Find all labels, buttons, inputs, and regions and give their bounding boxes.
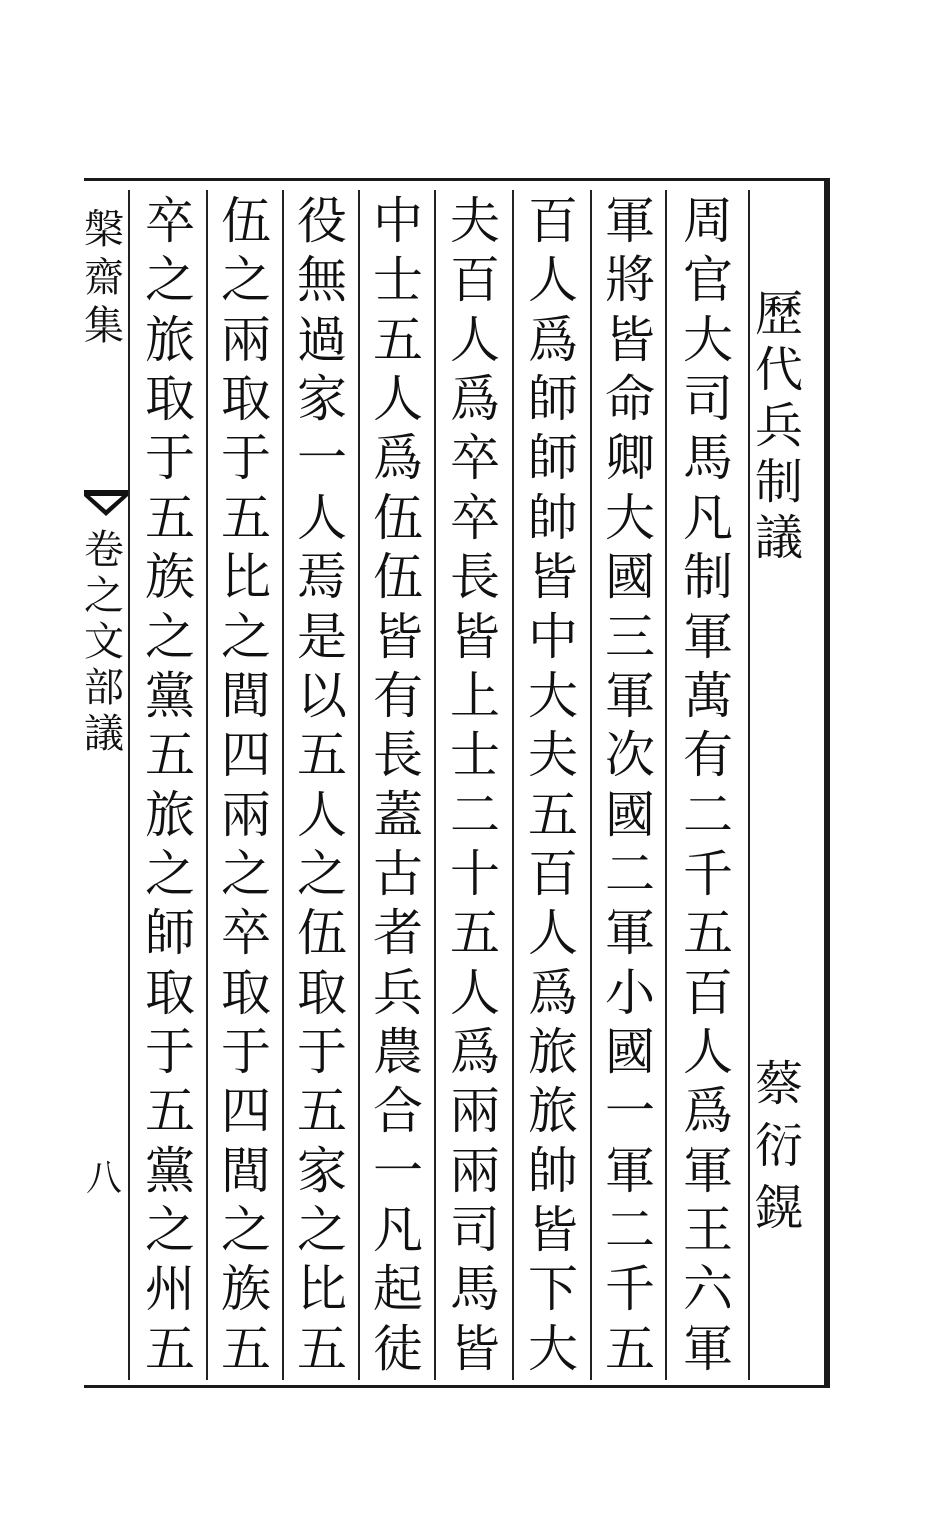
- character: 有: [683, 726, 733, 785]
- character: 取: [145, 370, 195, 429]
- character: 五: [297, 1319, 347, 1378]
- character: 之: [221, 251, 271, 310]
- character: 于: [145, 429, 195, 488]
- character: 上: [450, 666, 500, 725]
- character: 五: [605, 1319, 655, 1378]
- character: 伍: [373, 548, 423, 607]
- character: 族: [145, 548, 195, 607]
- character: 千: [605, 1260, 655, 1319]
- character: 之: [145, 251, 195, 310]
- character: 古: [373, 844, 423, 903]
- character: 取: [221, 370, 271, 429]
- character: 馬: [683, 429, 733, 488]
- character: 皆: [605, 310, 655, 369]
- character: 爲: [683, 1082, 733, 1141]
- character: 二: [450, 785, 500, 844]
- character: 司: [683, 370, 733, 429]
- character: 百: [683, 963, 733, 1022]
- column-rule: [282, 190, 284, 1380]
- character: 卒: [450, 488, 500, 547]
- character: 爲: [450, 370, 500, 429]
- column-rule: [590, 190, 592, 1380]
- column-rule: [665, 190, 667, 1380]
- character: 二: [605, 844, 655, 903]
- character: 于: [297, 1023, 347, 1082]
- character: 比: [297, 1260, 347, 1319]
- character: 焉: [297, 548, 347, 607]
- character: 軍: [683, 607, 733, 666]
- character: 之: [221, 607, 271, 666]
- character: 二: [683, 785, 733, 844]
- character: 兩: [221, 785, 271, 844]
- margin-book-title: [84, 207, 124, 349]
- character: 徒: [373, 1319, 423, 1378]
- character: 五: [528, 785, 578, 844]
- character: 起: [373, 1260, 423, 1319]
- character: 旅: [528, 1023, 578, 1082]
- character: 中: [528, 607, 578, 666]
- column-rule: [512, 190, 514, 1380]
- character: 萬: [683, 666, 733, 725]
- character: 蔡: [755, 1056, 804, 1112]
- character: 帥: [528, 1141, 578, 1200]
- character: 凡: [373, 1201, 423, 1260]
- character: 卒: [450, 429, 500, 488]
- character: 人: [373, 370, 423, 429]
- character: 五: [450, 904, 500, 963]
- character: 于: [221, 1023, 271, 1082]
- character: 族: [221, 1260, 271, 1319]
- character: 人: [528, 251, 578, 310]
- character: 十: [450, 844, 500, 903]
- column-rule: [748, 190, 750, 1380]
- character: 軍: [605, 904, 655, 963]
- character: 旅: [145, 310, 195, 369]
- character: 爲: [528, 310, 578, 369]
- character: 命: [605, 370, 655, 429]
- character: 取: [145, 963, 195, 1022]
- character: 五: [221, 1319, 271, 1378]
- character: 五: [145, 488, 195, 547]
- margin-volume-label: [84, 527, 124, 619]
- character: 制: [755, 454, 804, 510]
- character: 一: [605, 1082, 655, 1141]
- character: 中: [373, 192, 423, 250]
- character: 黨: [145, 1141, 195, 1200]
- author-name: [755, 1056, 804, 1236]
- character: 皆: [450, 607, 500, 666]
- character: 馬: [450, 1260, 500, 1319]
- character: 千: [683, 844, 733, 903]
- character: 卿: [605, 429, 655, 488]
- character: 合: [373, 1082, 423, 1141]
- character: 軍: [683, 1319, 733, 1378]
- character: 國: [605, 785, 655, 844]
- essay-title: [755, 286, 804, 566]
- character: 長: [373, 726, 423, 785]
- margin-section-label: [84, 619, 124, 757]
- character: 者: [373, 904, 423, 963]
- character: 家: [297, 370, 347, 429]
- character: 五: [297, 726, 347, 785]
- character: 閭: [221, 666, 271, 725]
- character: 是: [297, 607, 347, 666]
- character: 以: [297, 666, 347, 725]
- character: 之: [145, 607, 195, 666]
- character: 皆: [373, 607, 423, 666]
- character: 大: [605, 488, 655, 547]
- character: 五: [221, 488, 271, 547]
- character: 人: [528, 904, 578, 963]
- character: 人: [297, 488, 347, 547]
- character: 之: [221, 844, 271, 903]
- character: 之: [297, 844, 347, 903]
- character: 卷: [84, 527, 124, 573]
- character: 黨: [145, 666, 195, 725]
- character: 士: [450, 726, 500, 785]
- character: 師: [145, 904, 195, 963]
- character: 五: [145, 1082, 195, 1141]
- character: 五: [145, 1319, 195, 1378]
- character: 師: [528, 429, 578, 488]
- character: 長: [450, 548, 500, 607]
- character: 一: [297, 429, 347, 488]
- character: 軍: [605, 192, 655, 250]
- text-column-3: [523, 192, 583, 1378]
- character: 四: [221, 726, 271, 785]
- character: 夫: [450, 192, 500, 250]
- character: 三: [605, 607, 655, 666]
- character: 軍: [605, 1141, 655, 1200]
- character: 大: [528, 1319, 578, 1378]
- character: 師: [528, 370, 578, 429]
- character: 旅: [145, 785, 195, 844]
- character: 伍: [373, 488, 423, 547]
- character: 兵: [373, 963, 423, 1022]
- character: 皆: [528, 548, 578, 607]
- character: 人: [450, 310, 500, 369]
- character: 人: [297, 785, 347, 844]
- character: 卒: [221, 904, 271, 963]
- folio-number: 八: [86, 1158, 123, 1199]
- character: 皆: [528, 1201, 578, 1260]
- character: 下: [528, 1260, 578, 1319]
- character: 次: [605, 726, 655, 785]
- character: 于: [145, 1023, 195, 1082]
- character: 一: [373, 1141, 423, 1200]
- character: 之: [84, 573, 124, 619]
- column-rule: [358, 190, 360, 1380]
- text-column-2: [600, 192, 660, 1378]
- text-column-1: [678, 192, 738, 1378]
- character: 夫: [528, 726, 578, 785]
- character: 家: [297, 1141, 347, 1200]
- character: 兵: [755, 398, 804, 454]
- character: 百: [528, 844, 578, 903]
- character: 兩: [450, 1141, 500, 1200]
- character: 部: [84, 665, 124, 711]
- character: 王: [683, 1201, 733, 1260]
- character: 卒: [145, 192, 195, 250]
- character: 國: [605, 1023, 655, 1082]
- character: 國: [605, 548, 655, 607]
- character: 伍: [297, 904, 347, 963]
- fishtail-mark-icon: [84, 490, 128, 518]
- character: 州: [145, 1260, 195, 1319]
- character: 爲: [373, 429, 423, 488]
- character: 帥: [528, 488, 578, 547]
- character: 百: [450, 251, 500, 310]
- character: 五: [683, 904, 733, 963]
- character: 司: [450, 1201, 500, 1260]
- character: 四: [221, 1082, 271, 1141]
- character: 役: [297, 192, 347, 250]
- character: 旅: [528, 1082, 578, 1141]
- character: 集: [84, 303, 124, 349]
- character: 人: [683, 1023, 733, 1082]
- character: 皆: [450, 1319, 500, 1378]
- character: 文: [84, 619, 124, 665]
- character: 凡: [683, 488, 733, 547]
- character: 制: [683, 548, 733, 607]
- character: 議: [755, 510, 804, 566]
- text-column-4: [445, 192, 505, 1378]
- character: 百: [528, 192, 578, 250]
- character: 將: [605, 251, 655, 310]
- character: 槃: [84, 207, 124, 253]
- character: 鎤: [755, 1180, 804, 1236]
- character: 爲: [450, 1023, 500, 1082]
- character: 代: [755, 342, 804, 398]
- character: 齋: [84, 255, 124, 301]
- character: 小: [605, 963, 655, 1022]
- column-rule: [206, 190, 208, 1380]
- character: 之: [145, 844, 195, 903]
- character: 于: [221, 429, 271, 488]
- character: 過: [297, 310, 347, 369]
- character: 無: [297, 251, 347, 310]
- text-column-7: [216, 192, 276, 1378]
- character: 農: [373, 1023, 423, 1082]
- character: 蓋: [373, 785, 423, 844]
- character: 閭: [221, 1141, 271, 1200]
- character: 取: [297, 963, 347, 1022]
- character: 衍: [755, 1118, 804, 1174]
- character: 人: [450, 963, 500, 1022]
- character: 軍: [605, 666, 655, 725]
- character: 士: [373, 251, 423, 310]
- character: 大: [528, 666, 578, 725]
- character: 軍: [683, 1141, 733, 1200]
- character: 之: [221, 1201, 271, 1260]
- text-column-5: [368, 192, 428, 1378]
- text-column-6: [292, 192, 352, 1378]
- character: 歷: [755, 286, 804, 342]
- column-rule: [434, 190, 436, 1380]
- character: 兩: [450, 1082, 500, 1141]
- character: 取: [221, 963, 271, 1022]
- character: 大: [683, 310, 733, 369]
- character: 周: [683, 192, 733, 250]
- character: 官: [683, 251, 733, 310]
- character: 伍: [221, 192, 271, 250]
- character: 爲: [528, 963, 578, 1022]
- character: 兩: [221, 310, 271, 369]
- character: 議: [84, 711, 124, 757]
- column-rule: [128, 190, 130, 1380]
- character: 比: [221, 548, 271, 607]
- character: 有: [373, 666, 423, 725]
- character: 五: [145, 726, 195, 785]
- text-column-8: [140, 192, 200, 1378]
- character: 之: [145, 1201, 195, 1260]
- character: 五: [373, 310, 423, 369]
- character: 五: [297, 1082, 347, 1141]
- character: 二: [605, 1201, 655, 1260]
- margin-volume: [84, 527, 124, 757]
- character: 六: [683, 1260, 733, 1319]
- character: 之: [297, 1201, 347, 1260]
